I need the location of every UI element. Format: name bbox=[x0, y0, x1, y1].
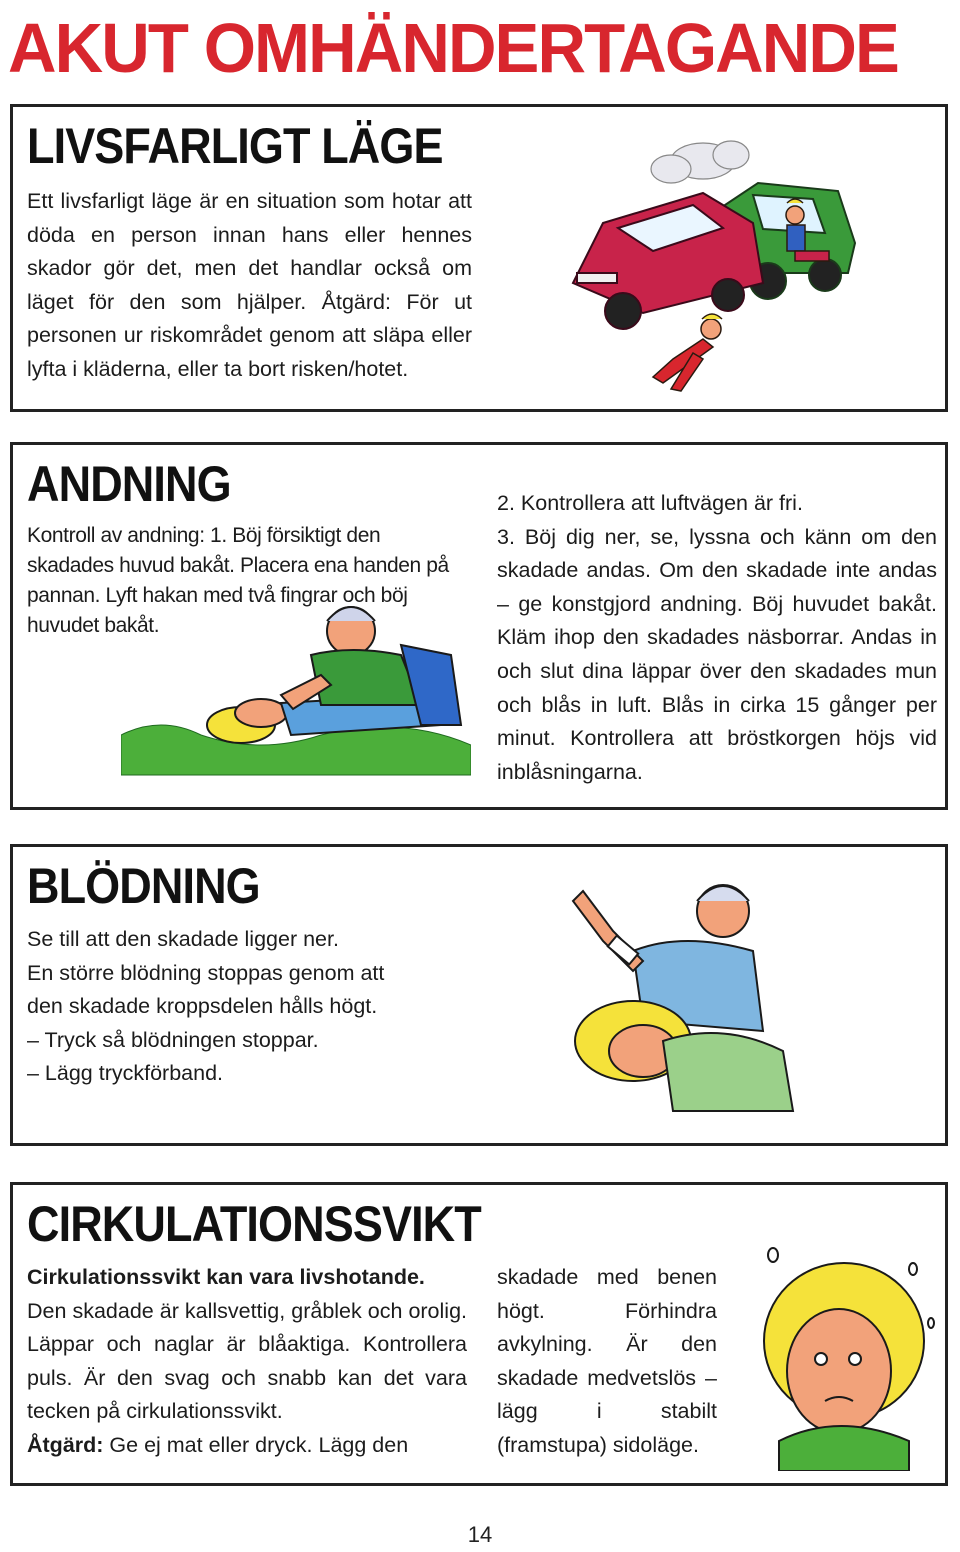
section-text-right: skadade med benen högt. Förhindra avkylning. Är den skadade medvetslös – lägg i stabilt (framstupa) sidoläge. bbox=[497, 1265, 717, 1457]
section-cirkulation bbox=[10, 1182, 948, 1486]
section-heading: ANDNING bbox=[27, 456, 231, 512]
section-text-left: Kontroll av andning: 1. Böj försiktigt den skadades huvud bakåt. Placera ena handen på pannan. Lyft hakan med två fingrar och böj huvudet bakåt. bbox=[27, 524, 449, 637]
bleeding-aid-illustration bbox=[553, 871, 803, 1121]
lead-text: Cirkulationssvikt kan vara livshotande. bbox=[27, 1265, 425, 1289]
worried-face-illustration bbox=[749, 1241, 939, 1471]
section-text-right: 2. Kontrollera att luftvägen är fri. 3. Böj dig ner, se, lyssna och känn om den skadade andas. Om den skadade inte andas – ge konstgjord andning. Böj huvudet bakåt. Kläm ihop den skadades näsborrar. Andas in och slut dina läppar över den skadades mun och blås in luft. Blås in cirka 15 gånger per minut. Kontrollera att bröstkorgen höjs vid inblåsningarna. bbox=[497, 491, 937, 784]
breathing-check-illustration bbox=[121, 585, 471, 785]
section-text: Ett livsfarligt läge är en situation som hotar att döda en person innan hans eller hennes skador gör det, men det handlar också om läget för den som hjälper. Åtgärd: För ut personen ur riskområdet genom att släpa eller lyfta i kläderna, eller ta bort risken/hotet. bbox=[27, 189, 472, 381]
section-text: Se till att den skadade ligger ner. En större blödning stoppas genom att den skadade kroppsdelen hålls högt. – Tryck så blödningen stoppar. – Lägg tryckförband. bbox=[27, 927, 385, 1086]
page-number: 14 bbox=[467, 1522, 493, 1547]
section-text-left: Cirkulationssvikt kan vara livshotande. Den skadade är kallsvettig, gråblek och orolig. Läppar och naglar är blåaktiga. Kontrollera puls. Är den svag och snabb kan det vara tecken på cirkulationssvikt. Åtgärd: Ge ej mat eller dryck. Lägg den bbox=[27, 1265, 467, 1457]
section-heading: BLÖDNING bbox=[27, 858, 260, 914]
car-accident-illustration bbox=[563, 133, 863, 395]
atgard-label: Åtgärd: bbox=[27, 1432, 104, 1457]
section-livsfarligt bbox=[10, 104, 948, 412]
section-andning bbox=[10, 442, 948, 810]
section-heading: LIVSFARLIGT LÄGE bbox=[27, 118, 443, 174]
section-blodning bbox=[10, 844, 948, 1146]
section-heading: CIRKULATIONSSVIKT bbox=[27, 1196, 481, 1252]
page-title: AKUT OMHÄNDERTAGANDE bbox=[8, 9, 898, 87]
